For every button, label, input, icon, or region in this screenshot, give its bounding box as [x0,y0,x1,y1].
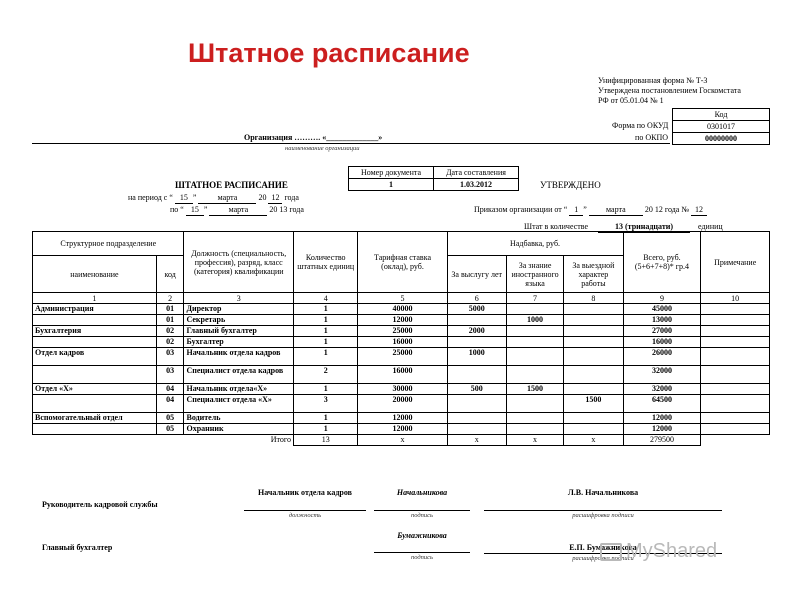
table-row [33,337,770,348]
position-caption: должность [288,512,322,519]
header-seniority: За выслугу лет [447,256,506,293]
row-note [701,315,770,326]
row-rate: 16000 [358,366,447,384]
row-position: Главный бухгалтер [184,326,294,337]
row-code: 03 [156,348,184,366]
period-to-prefix: по “ [170,205,184,214]
doc-date: 1.03.2012 [434,179,519,191]
col-number: 10 [701,293,770,304]
accountant-signature-line [374,552,470,553]
row-count: 3 [294,395,358,413]
signature-caption: подпись [410,512,434,519]
hr-signature-line [374,510,470,511]
row-rate: 25000 [358,326,447,337]
row-name: Отдел кадров [33,348,157,366]
row-seniority: 2000 [447,326,506,337]
header-rate: Тарифная ставка (оклад), руб. [358,232,447,293]
row-seniority: 500 [447,384,506,395]
col-number: 4 [294,293,358,304]
col-number: 1 [33,293,157,304]
row-total: 64500 [623,395,701,413]
organization-caption: наименование организации [285,145,360,152]
row-code: 02 [156,326,184,337]
quote: ” [203,205,208,214]
col-number: 6 [447,293,506,304]
row-code: 01 [156,315,184,326]
row-note [701,424,770,435]
row-travel [564,413,623,424]
row-language: 1000 [506,315,563,326]
row-note [701,366,770,384]
period-from-prefix: на период с “ [128,193,173,202]
staff-total-label: Штат в количестве [524,222,589,231]
row-note [701,304,770,315]
header-name: наименование [33,256,157,293]
okpo-value: 00000000 [673,133,770,145]
row-code: 05 [156,413,184,424]
row-name [33,337,157,348]
hr-label: Руководитель кадровой службы [42,500,158,509]
row-seniority: 1000 [447,348,506,366]
row-seniority [447,413,506,424]
period-to-year: 20 13 [269,205,288,214]
row-language [506,424,563,435]
slideshow-icon [600,543,622,561]
staff-total-unit: единиц [698,222,723,231]
col-number: 2 [156,293,184,304]
row-total: 32000 [623,366,701,384]
totals-language: x [506,435,563,446]
row-rate: 12000 [358,413,447,424]
row-rate: 20000 [358,395,447,413]
decode-caption: расшифровка подписи [572,555,634,562]
row-travel [564,326,623,337]
header-unit: Структурное подразделение [33,232,184,256]
row-name: Бухгалтерия [33,326,157,337]
table-row [33,348,770,366]
doc-date-header: Дата составления [434,167,519,179]
row-count: 1 [294,424,358,435]
row-total: 12000 [623,424,701,435]
table-row [33,326,770,337]
period-from [128,193,299,204]
row-seniority [447,424,506,435]
totals-total: 279500 [623,435,701,446]
row-note [701,326,770,337]
row-total: 32000 [623,384,701,395]
table-row [33,384,770,395]
totals-rate: x [358,435,447,446]
row-position: Секретарь [184,315,294,326]
row-rate: 30000 [358,384,447,395]
row-code: 04 [156,395,184,413]
hr-position-line [244,510,366,511]
watermark-logo [600,540,717,563]
row-name [33,395,157,413]
row-position: Начальник отдела«Х» [184,384,294,395]
row-count: 1 [294,337,358,348]
form-info-line: Утверждена постановлением Госкомстата [598,86,741,95]
row-total: 16000 [623,337,701,348]
header-total: Всего, руб. (5+6+7+8)* гр.4 [623,232,701,293]
period-from-year-prefix: 20 [258,193,267,202]
codes-header: Код [673,109,770,121]
row-rate: 16000 [358,337,447,348]
year-word: года [284,193,299,202]
row-note [701,348,770,366]
period-to [170,205,304,216]
row-count: 1 [294,413,358,424]
watermark-text: MyShared [626,540,718,562]
row-name [33,366,157,384]
table-row [33,304,770,315]
row-note [701,337,770,348]
table-row [33,413,770,424]
signature-caption: подпись [410,554,434,561]
row-total: 27000 [623,326,701,337]
period-from-month: марта [198,193,256,204]
row-language [506,348,563,366]
header-note: Примечание [701,232,770,293]
staffing-table [32,231,770,446]
col-number: 9 [623,293,701,304]
table-row [33,395,770,413]
row-position: Бухгалтер [184,337,294,348]
row-code: 04 [156,384,184,395]
row-position: Начальник отдела кадров [184,348,294,366]
row-code: 05 [156,424,184,435]
row-travel [564,424,623,435]
row-rate: 12000 [358,315,447,326]
row-count: 1 [294,315,358,326]
header-count: Количество штатных единиц [294,232,358,293]
row-travel [564,337,623,348]
quote: ” [192,193,197,202]
row-count: 1 [294,384,358,395]
header-position: Должность (специальность, профессия), разряд, класс (категория) квалификации [184,232,294,293]
row-seniority [447,315,506,326]
totals-row [33,435,770,446]
row-name: Вспомогательный отдел [33,413,157,424]
row-total: 26000 [623,348,701,366]
doc-number: 1 [349,179,434,191]
accountant-name: Е.П. Бумажникова [569,543,637,552]
row-language [506,304,563,315]
codes-table [672,108,770,145]
okud-label: Форма по ОКУД [612,121,669,130]
row-travel [564,304,623,315]
form-info-line: Унифицированная форма № Т-3 [598,76,708,85]
row-position: Водитель [184,413,294,424]
doc-number-header: Номер документа [349,167,434,179]
row-language [506,413,563,424]
row-count: 2 [294,366,358,384]
hr-name: Л.В. Начальникова [567,488,639,497]
row-travel [564,315,623,326]
decode-caption: расшифровка подписи [572,512,634,519]
row-language [506,366,563,384]
row-rate: 40000 [358,304,447,315]
row-name [33,424,157,435]
row-total: 12000 [623,413,701,424]
row-seniority [447,366,506,384]
row-language [506,395,563,413]
row-count: 1 [294,326,358,337]
staffing-heading: ШТАТНОЕ РАСПИСАНИЕ [175,180,288,190]
order-day: 1 [569,205,583,216]
okud-value: 0301017 [673,121,770,133]
order [474,205,707,216]
row-position: Директор [184,304,294,315]
row-position: Специалист отдела кадров [184,366,294,384]
row-note [701,413,770,424]
table-row [33,424,770,435]
accountant-signature: Бумажникова [397,531,447,540]
period-from-year: 12 [268,193,282,204]
period-to-day: 15 [186,205,204,216]
row-seniority [447,337,506,348]
order-year: 20 12 [644,205,663,214]
row-code: 03 [156,366,184,384]
staff-total-value: 13 (тринадцати) [598,222,690,233]
row-total: 13000 [623,315,701,326]
row-language [506,326,563,337]
row-total: 45000 [623,304,701,315]
totals-seniority: x [447,435,506,446]
col-number: 7 [506,293,563,304]
col-number: 3 [184,293,294,304]
organization-label: Организация ………. «_____________» [244,133,383,142]
document-table [348,166,519,191]
page-title: Штатное расписание [188,38,470,68]
period-from-day: 15 [175,193,193,204]
row-position: Охранник [184,424,294,435]
header-language: За знание иностранного языка [506,256,563,293]
row-travel [564,348,623,366]
hr-name-line [484,510,722,511]
header-allowance: Надбавка, руб. [447,232,623,256]
row-code: 01 [156,304,184,315]
header-travel: За выездной характер работы [564,256,623,293]
col-number: 8 [564,293,623,304]
header-code: код [156,256,184,293]
organization-line [32,143,670,144]
row-name: Администрация [33,304,157,315]
totals-label: Итого [184,435,294,446]
order-month: марта [589,205,643,216]
row-travel [564,384,623,395]
order-number: 12 [691,205,707,216]
row-note [701,384,770,395]
okpo-label: по ОКПО [635,133,668,142]
totals-travel: x [564,435,623,446]
year-word: года [289,205,304,214]
accountant-label: Главный бухгалтер [42,543,113,552]
order-year-word: года № [664,205,689,214]
hr-position: Начальник отдела кадров [258,488,352,497]
form-info [598,76,741,106]
row-seniority [447,395,506,413]
form-info-line: РФ от 05.01.04 № 1 [598,96,664,105]
row-name: Отдел «Х» [33,384,157,395]
row-note [701,395,770,413]
row-seniority: 5000 [447,304,506,315]
row-language: 1500 [506,384,563,395]
totals-count: 13 [294,435,358,446]
table-row [33,366,770,384]
row-count: 1 [294,348,358,366]
hr-signature: Начальникова [396,488,448,497]
row-code: 02 [156,337,184,348]
row-travel [564,366,623,384]
row-language [506,337,563,348]
period-to-month: марта [209,205,267,216]
row-position: Специалист отдела «Х» [184,395,294,413]
row-rate: 25000 [358,348,447,366]
row-travel: 1500 [564,395,623,413]
row-rate: 12000 [358,424,447,435]
row-name [33,315,157,326]
order-prefix: Приказом организации от “ [474,205,568,214]
col-number: 5 [358,293,447,304]
quote: ” [583,205,587,214]
staffing-table-body [33,304,770,435]
row-count: 1 [294,304,358,315]
approved-label: УТВЕРЖДЕНО [540,180,601,190]
table-row [33,315,770,326]
